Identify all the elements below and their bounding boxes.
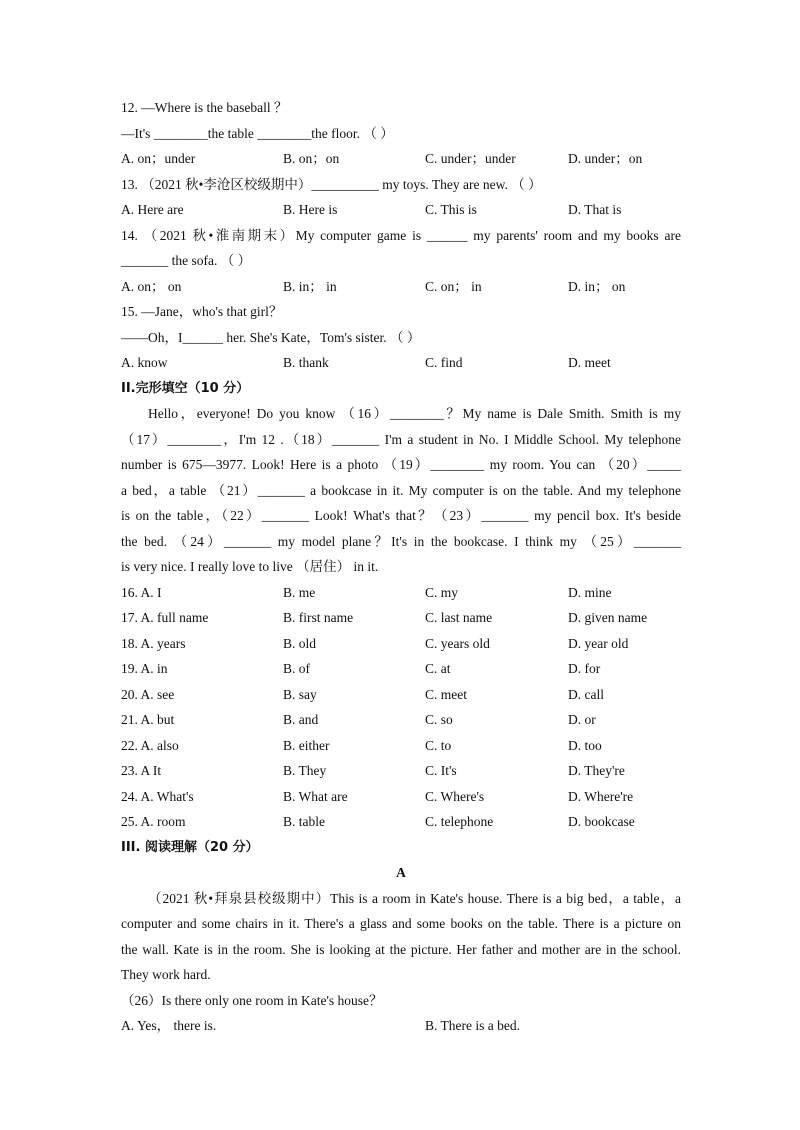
- option-a: A. know: [121, 355, 168, 370]
- cloze-passage-line: Hello，everyone! Do you know （16）________？My name is Dale Smith. Smith is my: [148, 406, 681, 421]
- q13-options: [121, 197, 681, 223]
- q12-options: [121, 146, 681, 172]
- q12-dialogue: —It's ________the table ________the floor. （ ）: [121, 125, 394, 141]
- option-a: 21. A. but: [121, 712, 175, 727]
- option-b: B. table: [283, 814, 325, 829]
- cloze-question-row: [121, 784, 681, 810]
- section-2-heading: II.完形填空（10 分）: [121, 380, 250, 396]
- cloze-questions: [121, 580, 681, 835]
- option-a: 19. A. in: [121, 661, 168, 676]
- option-b: B. in； in: [283, 278, 337, 294]
- option-a: 20. A. see: [121, 686, 175, 702]
- option-c: C. on； in: [425, 278, 482, 294]
- option-c: C. find: [425, 355, 463, 370]
- option-c: C. years old: [425, 635, 490, 651]
- option-c: C. This is: [425, 202, 477, 217]
- option-d: D. call: [568, 686, 604, 702]
- option-c: C. to: [425, 737, 452, 753]
- option-c: C. telephone: [425, 814, 494, 829]
- cloze-passage-line: is very nice. I really love to live （居住） in it.: [121, 559, 379, 574]
- option-b: B. on；on: [283, 151, 340, 166]
- option-b: B. thank: [283, 355, 329, 370]
- option-c: C. last name: [425, 610, 493, 625]
- option-b: B. There is a bed.: [425, 1018, 520, 1033]
- cloze-question-row: [121, 656, 681, 682]
- reading-passage-line: （2021 秋•拜泉县校级期中）This is a room in Kate's house. There is a big bed，a table，a: [148, 890, 681, 906]
- cloze-passage-line: number is 675—3977. Look! Here is a photo （19）________ my room. You can （20）_____: [121, 457, 681, 472]
- option-a: 16. A. I: [121, 584, 162, 600]
- reading-passage-line: computer and some chairs in it. There's a glass and some books on the table. There is a picture on: [121, 916, 681, 931]
- option-d: D. mine: [568, 584, 612, 600]
- option-c: C. my: [425, 584, 459, 600]
- option-c: C. at: [425, 661, 451, 676]
- q14-stem-cont: _______ the sofa. （ ）: [121, 253, 252, 268]
- cloze-question-row: [121, 707, 681, 733]
- option-d: D. under；on: [568, 151, 643, 166]
- cloze-passage-line: is on the table，（22）_______ Look! What's that？（23）_______ my pencil box. It's beside: [121, 508, 681, 523]
- option-a: 18. A. years: [121, 635, 186, 651]
- cloze-question-row: [121, 809, 681, 835]
- option-c: C. Where's: [425, 788, 485, 804]
- option-a: A. Yes， there is.: [121, 1018, 217, 1033]
- option-b: B. either: [283, 737, 330, 753]
- option-b: B. What are: [283, 788, 348, 804]
- q14-options: [121, 274, 681, 300]
- option-d: D. bookcase: [568, 814, 635, 829]
- cloze-question-row: [121, 631, 681, 657]
- option-d: D. meet: [568, 355, 611, 370]
- q14-stem: 14. （2021 秋•淮南期末）My computer game is ______ my parents' room and my books are: [121, 227, 681, 243]
- option-a: A. on；under: [121, 151, 196, 166]
- option-b: B. old: [283, 635, 317, 651]
- q26-options: [121, 1013, 681, 1039]
- option-d: D. given name: [568, 610, 648, 625]
- q15-options: [121, 350, 681, 376]
- option-d: D. They're: [568, 763, 625, 778]
- reading-passage-line: They work hard.: [121, 967, 211, 982]
- q26-stem: （26）Is there only one room in Kate's house？: [121, 992, 383, 1008]
- option-d: D. in； on: [568, 278, 626, 294]
- cloze-question-row: [121, 758, 681, 784]
- q15-stem: 15. —Jane，who's that girl？: [121, 304, 283, 319]
- cloze-question-row: [121, 580, 681, 606]
- option-d: D. or: [568, 712, 596, 727]
- option-a: 22. A. also: [121, 737, 179, 753]
- q12-stem: 12. —Where is the baseball ？: [121, 100, 288, 115]
- option-b: B. of: [283, 661, 310, 676]
- option-b: B. They: [283, 763, 327, 778]
- option-a: A. Here are: [121, 202, 184, 217]
- cloze-question-row: [121, 605, 681, 631]
- option-a: 17. A. full name: [121, 610, 209, 625]
- option-b: B. and: [283, 712, 319, 727]
- option-d: D. year old: [568, 635, 629, 651]
- option-d: D. That is: [568, 202, 622, 217]
- option-c: C. under；under: [425, 151, 516, 166]
- section-3-heading: III. 阅读理解（20 分）: [121, 839, 259, 855]
- passage-a-title: A: [396, 865, 406, 880]
- cloze-passage-line: （17）________，I'm 12 .（18）_______ I'm a student in No. I Middle School. My telephone: [121, 431, 681, 447]
- option-c: C. meet: [425, 686, 467, 702]
- cloze-question-row: [121, 733, 681, 759]
- option-b: B. first name: [283, 610, 354, 625]
- cloze-passage-line: the bed. （24）_______ my model plane？It's in the bookcase. I think my （25）_______: [121, 533, 681, 549]
- option-c: C. so: [425, 712, 453, 727]
- option-a: 25. A. room: [121, 814, 186, 829]
- document-page: [121, 95, 681, 1039]
- cloze-passage-line: a bed，a table （21）_______ a bookcase in it. My computer is on the table. And my telephone: [121, 482, 681, 498]
- q15-dialogue: ——Oh，I______ her. She's Kate，Tom's sister. （ ）: [121, 329, 421, 345]
- option-b: B. Here is: [283, 202, 338, 217]
- option-a: 24. A. What's: [121, 788, 194, 804]
- option-b: B. say: [283, 686, 317, 702]
- cloze-question-row: [121, 682, 681, 708]
- option-a: A. on； on: [121, 278, 182, 294]
- option-d: D. Where're: [568, 788, 634, 804]
- option-a: 23. A It: [121, 763, 162, 778]
- reading-passage-line: the wall. Kate is in the room. She is looking at the picture. Her father and mother are in the school.: [121, 941, 681, 957]
- q13-stem: 13. （2021 秋•李沧区校级期中）__________ my toys. They are new. （ ）: [121, 176, 542, 192]
- option-d: D. too: [568, 737, 602, 753]
- option-b: B. me: [283, 584, 316, 600]
- option-d: D. for: [568, 661, 601, 676]
- option-c: C. It's: [425, 763, 457, 778]
